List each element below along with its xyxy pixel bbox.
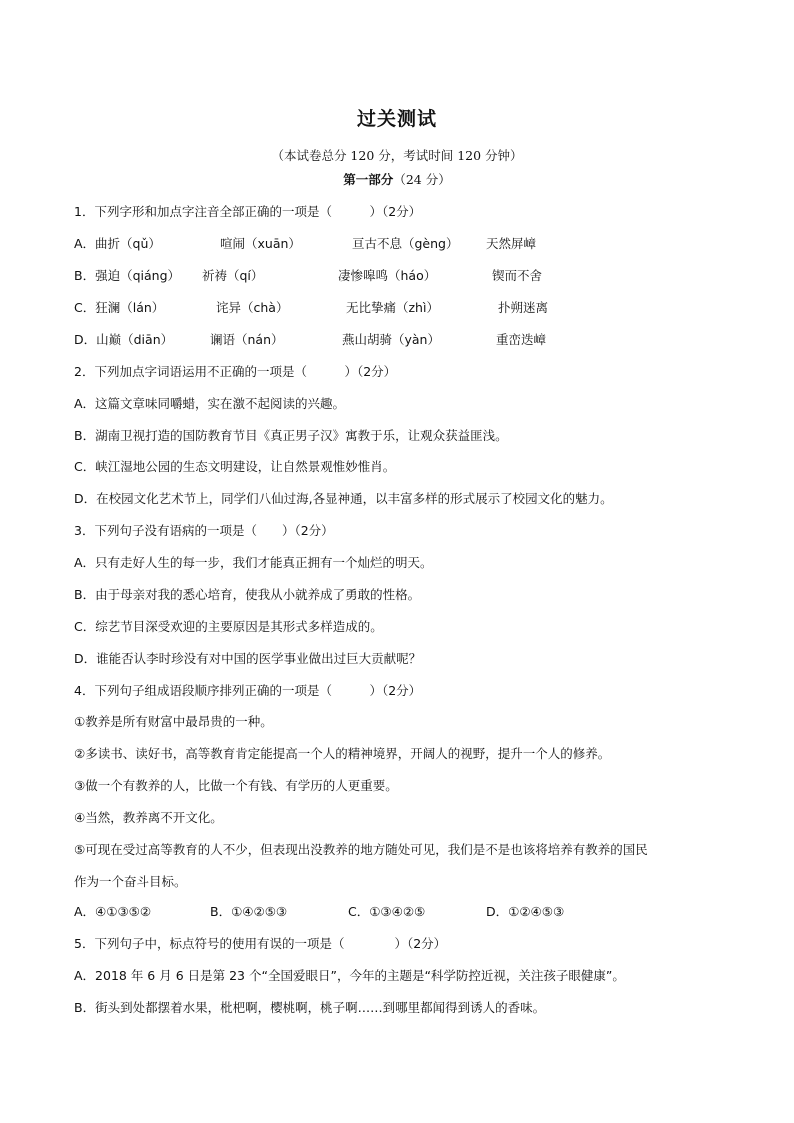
question-5-stem: 5．下列句子中，标点符号的使用有误的一项是（ ）（2分） — [74, 936, 447, 951]
question-2-stem: 2．下列加点字词语运用不正确的一项是（ ）（2分） — [74, 364, 397, 379]
question-1-stem: 1．下列字形和加点字注音全部正确的一项是（ ）（2分） — [74, 204, 422, 219]
section-heading — [0, 170, 794, 188]
q1-d-3: 燕山胡骑（yàn） — [342, 332, 440, 347]
q1-b-4: 锲而不舍 — [492, 268, 543, 283]
q1-b-1: B．强迫（qiáng） — [74, 268, 180, 283]
section-name: 第一部分 — [343, 172, 394, 187]
q4-option-b: B．①④②⑤③ — [210, 904, 288, 919]
q4-option-a: A．④①③⑤② — [74, 904, 152, 919]
q2-option-d: D．在校园文化艺术节上，同学们八仙过海,各显神通，以丰富多样的形式展示了校园文化的魅力。 — [74, 491, 613, 506]
q4-sentence-5-cont: 作为一个奋斗目标。 — [74, 874, 187, 889]
q2-option-b: B．湖南卫视打造的国防教育节目《真正男子汉》寓教于乐，让观众获益匪浅。 — [74, 428, 508, 443]
q4-sentence-4: ④当然，教养离不开文化。 — [74, 810, 223, 825]
q2-option-c: C．峡江湿地公园的生态文明建设，让自然景观惟妙惟肖。 — [74, 459, 396, 474]
q1-b-2: 祈祷（qí） — [202, 268, 264, 283]
q4-option-c: C．①③④②⑤ — [348, 904, 426, 919]
q2-option-a: A．这篇文章味同嚼蜡，实在激不起阅读的兴趣。 — [74, 396, 346, 411]
exam-info: （本试卷总分 120 分，考试时间 120 分钟） — [271, 148, 523, 163]
q4-sentence-3: ③做一个有教养的人，比做一个有钱、有学历的人更重要。 — [74, 778, 398, 793]
q1-b-3: 凄惨嗥鸣（háo） — [338, 268, 437, 283]
q3-option-c: C．综艺节目深受欢迎的主要原因是其形式多样造成的。 — [74, 619, 383, 634]
question-4-stem: 4．下列句子组成语段顺序排列正确的一项是（ ）（2分） — [74, 683, 422, 698]
page-title: 过关测试 — [356, 108, 437, 130]
q1-d-1: D．山巅（diān） — [74, 332, 174, 347]
q3-option-d: D．谁能否认李时珍没有对中国的医学事业做出过巨大贡献呢？ — [74, 651, 422, 666]
q4-option-d: D．①②④⑤③ — [486, 904, 565, 919]
q5-option-a: A．2018 年 6 月 6 日是第 23 个“全国爱眼日”，今年的主题是“科学防控近视，关注孩子眼健康”。 — [74, 968, 625, 983]
q1-d-4: 重峦迭嶂 — [496, 332, 547, 347]
question-3-stem: 3．下列句子没有语病的一项是（ ）（2分） — [74, 523, 334, 538]
section-score: （24 分） — [393, 172, 451, 187]
q1-a-4: 天然屏嶂 — [486, 236, 537, 251]
q1-c-3: 无比挚痛（zhì） — [346, 300, 439, 315]
q1-a-2: 喧闹（xuān） — [220, 236, 301, 251]
q1-a-3: 亘古不息（gèng） — [352, 236, 459, 251]
q4-sentence-1: ①教养是所有财富中最昂贵的一种。 — [74, 714, 273, 729]
q4-sentence-2: ②多读书、读好书，高等教育肯定能提高一个人的精神境界，开阔人的视野，提升一个人的修养。 — [74, 746, 611, 761]
q4-sentence-5: ⑤可现在受过高等教育的人不少，但表现出没教养的地方随处可见，我们是不是也该将培养有教养的国民 — [74, 842, 648, 857]
q3-option-a: A．只有走好人生的每一步，我们才能真正拥有一个灿烂的明天。 — [74, 555, 433, 570]
q1-c-4: 扑朔迷离 — [498, 300, 549, 315]
q1-c-2: 诧异（chà） — [216, 300, 289, 315]
q3-option-b: B．由于母亲对我的悉心培育，使我从小就养成了勇敢的性格。 — [74, 587, 421, 602]
q1-d-2: 谰语（nán） — [210, 332, 284, 347]
q1-a-1: A．曲折（qǔ） — [74, 236, 161, 251]
q5-option-b: B．街头到处都摆着水果，枇杷啊，樱桃啊，桃子啊……到哪里都闻得到诱人的香味。 — [74, 1000, 546, 1015]
q1-c-1: C．狂澜（lán） — [74, 300, 165, 315]
